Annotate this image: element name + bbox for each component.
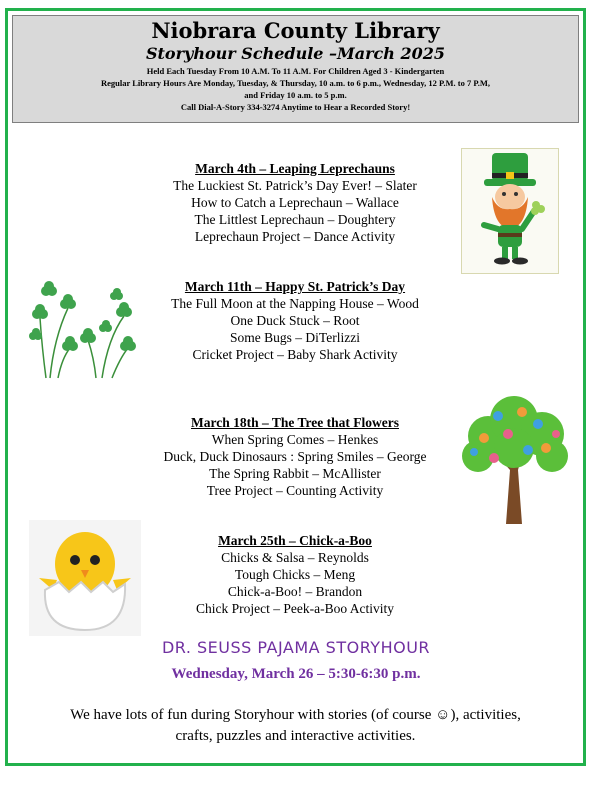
library-title: Niobrara County Library [151,18,440,43]
info-line: Held Each Tuesday From 10 A.M. To 11 A.M. For Children Aged 3 - Kindergarten [146,66,445,76]
book-item: One Duck Stuck – Root [230,313,360,328]
closing-message [28,705,563,747]
project-item: Tree Project – Counting Activity [206,483,384,498]
chick-image [29,520,141,636]
schedule-subtitle: Storyhour Schedule –March 2025 [145,44,446,63]
book-item: How to Catch a Leprechaun – Wallace [191,195,399,210]
section-heading: March 25th – Chick-a-Boo [218,533,372,548]
section-march-11 [150,278,440,363]
section-heading: March 4th – Leaping Leprechauns [195,161,395,176]
section-march-18 [142,414,448,499]
project-item: Leprechaun Project – Dance Activity [194,229,396,244]
section-march-25 [150,532,440,617]
project-item: Chick Project – Peek-a-Boo Activity [196,601,394,616]
book-item: The Luckiest St. Patrick’s Day Ever! – Slater [173,178,417,193]
book-item: Duck, Duck Dinosaurs : Spring Smiles – George [163,449,427,464]
section-heading: March 11th – Happy St. Patrick’s Day [184,279,406,294]
flower-tree-image [458,390,570,524]
pajama-storyhour-title: DR. SEUSS PAJAMA STORYHOUR [161,638,431,657]
book-item: The Littlest Leprechaun – Doughtery [194,212,396,227]
pajama-storyhour-date: Wednesday, March 26 – 5:30-6:30 p.m. [171,666,421,682]
closing-line: We have lots of fun during Storyhour with stories (of course ☺), activities, [70,707,521,723]
book-item: Some Bugs – DiTerlizzi [230,330,360,345]
book-item: Chick-a-Boo! – Brandon [227,584,363,599]
section-heading: March 18th – The Tree that Flowers [191,415,399,430]
header-box [12,15,579,123]
info-line: and Friday 10 a.m. to 5 p.m. [244,90,347,100]
project-item: Cricket Project – Baby Shark Activity [192,347,398,362]
shamrock-image [28,278,138,382]
book-item: When Spring Comes – Henkes [211,432,379,447]
book-item: Chicks & Salsa – Reynolds [221,550,369,565]
section-march-4 [150,160,440,245]
info-line: Call Dial-A-Story 334-3274 Anytime to Hear a Recorded Story! [180,102,411,112]
leprechaun-image [461,148,559,274]
book-item: The Spring Rabbit – McAllister [209,466,381,481]
info-line: Regular Library Hours Are Monday, Tuesday, & Thursday, 10 a.m. to 6 p.m., Wednesday, 12 P.M. to 7 P.M, [100,78,491,88]
book-item: Tough Chicks – Meng [234,567,356,582]
book-item: The Full Moon at the Napping House – Wood [171,296,419,311]
closing-line: crafts, puzzles and interactive activities. [175,728,416,744]
